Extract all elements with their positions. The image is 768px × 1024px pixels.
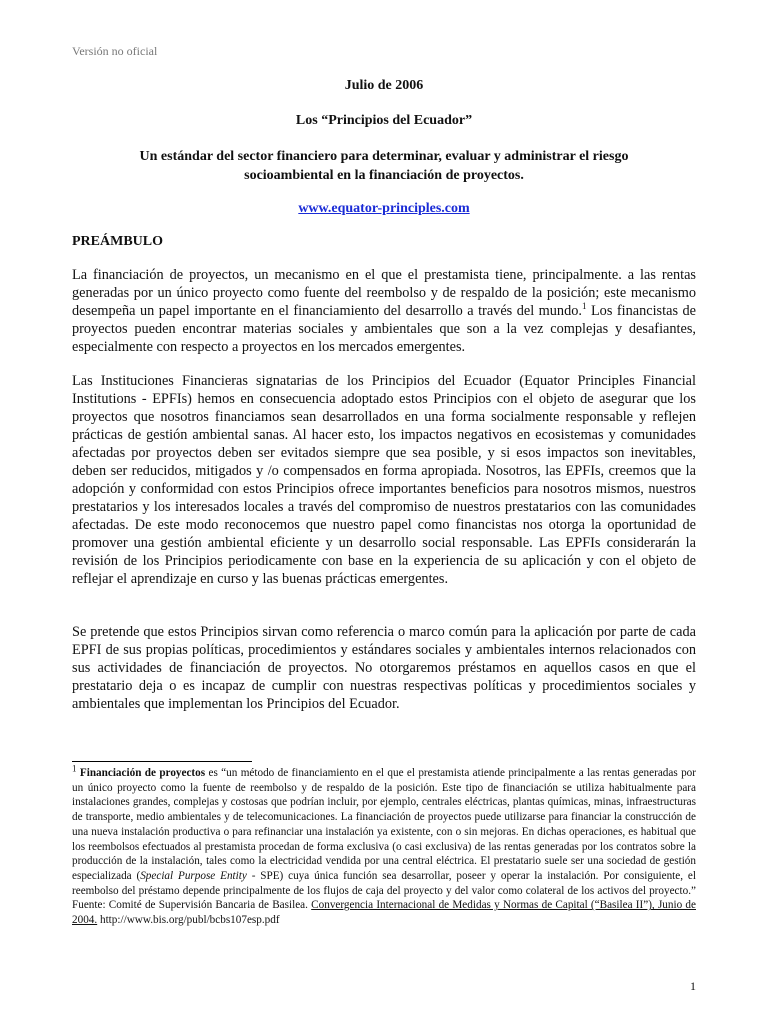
footnote-text-a: es “un método de financiamiento en el que el prestamista atiende principalmente a las rentas generadas por un único proyecto como la fuente de reembolso y de respaldo de la posición. Este tipo de financiación se utiliza habitualmente para instalaciones grandes, complejas y costosas que podrían incluir, por ejemplo, centrales eléctricas, plantas químicas, minas, infraestructuras de transporte, medio ambientales y de telecomunicaciones. La financiación de proyectos puede utilizarse para financiar la construcción de una nueva instalación productiva o para refinanciar una instalación ya existente, con o sin mejoras. En dichas operaciones, es habitual que los reembolsos efectuados al prestamista procedan de forma exclusiva (o casi exclusiva) de las rentas generadas por los contratos sobre la producción de la instalación, tales como la electricidad vendida por una central eléctrica. El prestatario suele ser una sociedad de gestión especializada ( <box>72 767 697 882</box>
subtitle-line-1: Un estándar del sector financiero para determinar, evaluar y administrar el riesgo <box>139 149 629 164</box>
website-link-container <box>72 199 696 218</box>
footnote-ref[interactable]: 1 <box>581 301 587 312</box>
document-date: Julio de 2006 <box>344 78 424 93</box>
footnote-text-b: - SPE) cuya única función sea desarrollar, poseer y operar la instalación. Por consiguiente, el reembolso del préstamo depende principalmente de los flujos de caja del proyecto y del valor como colateral de los activos del proyecto.” Fuente: Comité de Supervisión Bancaria de Basilea. <box>72 869 696 912</box>
paragraph-1-text-a: La financiación de proyectos, un mecanismo en el que el prestamista tiene, principalmente. a las rentas generadas por un único proyecto como fuente del reembolso y de respaldo de la posición; este mecanismo desempeña un papel importante en el financiamiento del desarrollo a través del mundo. <box>72 267 696 319</box>
paragraph-1 <box>72 266 696 356</box>
subtitle-line-2: socioambiental en la financiación de proyectos. <box>244 168 524 183</box>
paragraph-1-text-b: Los financistas de proyectos pueden encontrar materias sociales y ambientales que son a la vez complejas y desafiantes, especialmente con respecto a proyectos en los mercados emergentes. <box>72 303 696 355</box>
section-heading: PREÁMBULO <box>72 234 163 249</box>
page-number: 1 <box>690 979 696 993</box>
footnote-number: 1 <box>72 763 77 774</box>
footnote-divider <box>72 761 252 762</box>
footnote-url[interactable]: http://www.bis.org/publ/bcbs107esp.pdf <box>99 914 280 927</box>
version-note: Versión no oficial <box>72 44 158 58</box>
footnote-spe-italic: Special Purpose Entity <box>140 869 247 882</box>
paragraph-3: Se pretende que estos Principios sirvan como referencia o marco común para la aplicación por parte de cada EPFI de sus propias políticas, procedimientos y estándares sociales y ambientales internos relacionados con sus actividades de financiación de proyectos. No otorgaremos préstamos en aquellos casos en que el prestatario deja o es incapaz de cumplir con nuestras respectivas políticas y procedimientos sociales y ambientales que implementan los Principios del Ecuador. <box>72 624 696 712</box>
paragraph-2: Las Instituciones Financieras signatarias de los Principios del Ecuador (Equator Principles Financial Institutions - EPFIs) hemos en consecuencia adoptado estos Principios con el objeto de asegurar que los proyectos que nosotros financiamos sean desarrollados en una forma socialmente responsable y reflejen prácticas de gestión ambiental sanas. Al hacer esto, los impactos negativos en ecosistemas y comunidades afectadas por proyectos deben ser evitados siempre que sea posible, y si esos impactos son inevitables, deben ser reducidos, mitigados y /o compensados en forma apropiada. Nosotros, las EPFIs, creemos que la adopción y conformidad con estos Principios ofrece importantes beneficios para nosotros mismos, nuestros prestatarios y los interesados locales a través del compromiso de nuestros prestatarios con las comunidades afectadas. De este modo reconocemos que nuestro papel como financistas nos otorga la oportunidad de promover una gestión ambiental eficiente y un desarrollo social responsable. Las EPFIs considerarán la revisión de los Principios periodicamente con base en la experiencia de su aplicación y con el objeto de reflejar el aprendizaje en curso y las buenas prácticas emergentes. <box>72 373 696 587</box>
document-title: Los “Principios del Ecuador” <box>295 113 473 128</box>
footnote-term: Financiación de proyectos <box>79 767 206 779</box>
website-link[interactable]: www.equator-principles.com <box>298 201 470 216</box>
footnote <box>72 763 697 928</box>
document-subtitle <box>72 147 696 185</box>
footnote-source-title[interactable]: Convergencia Internacional de Medidas y Normas de Capital (“Basilea II”), Junio de 2004. <box>72 899 696 927</box>
